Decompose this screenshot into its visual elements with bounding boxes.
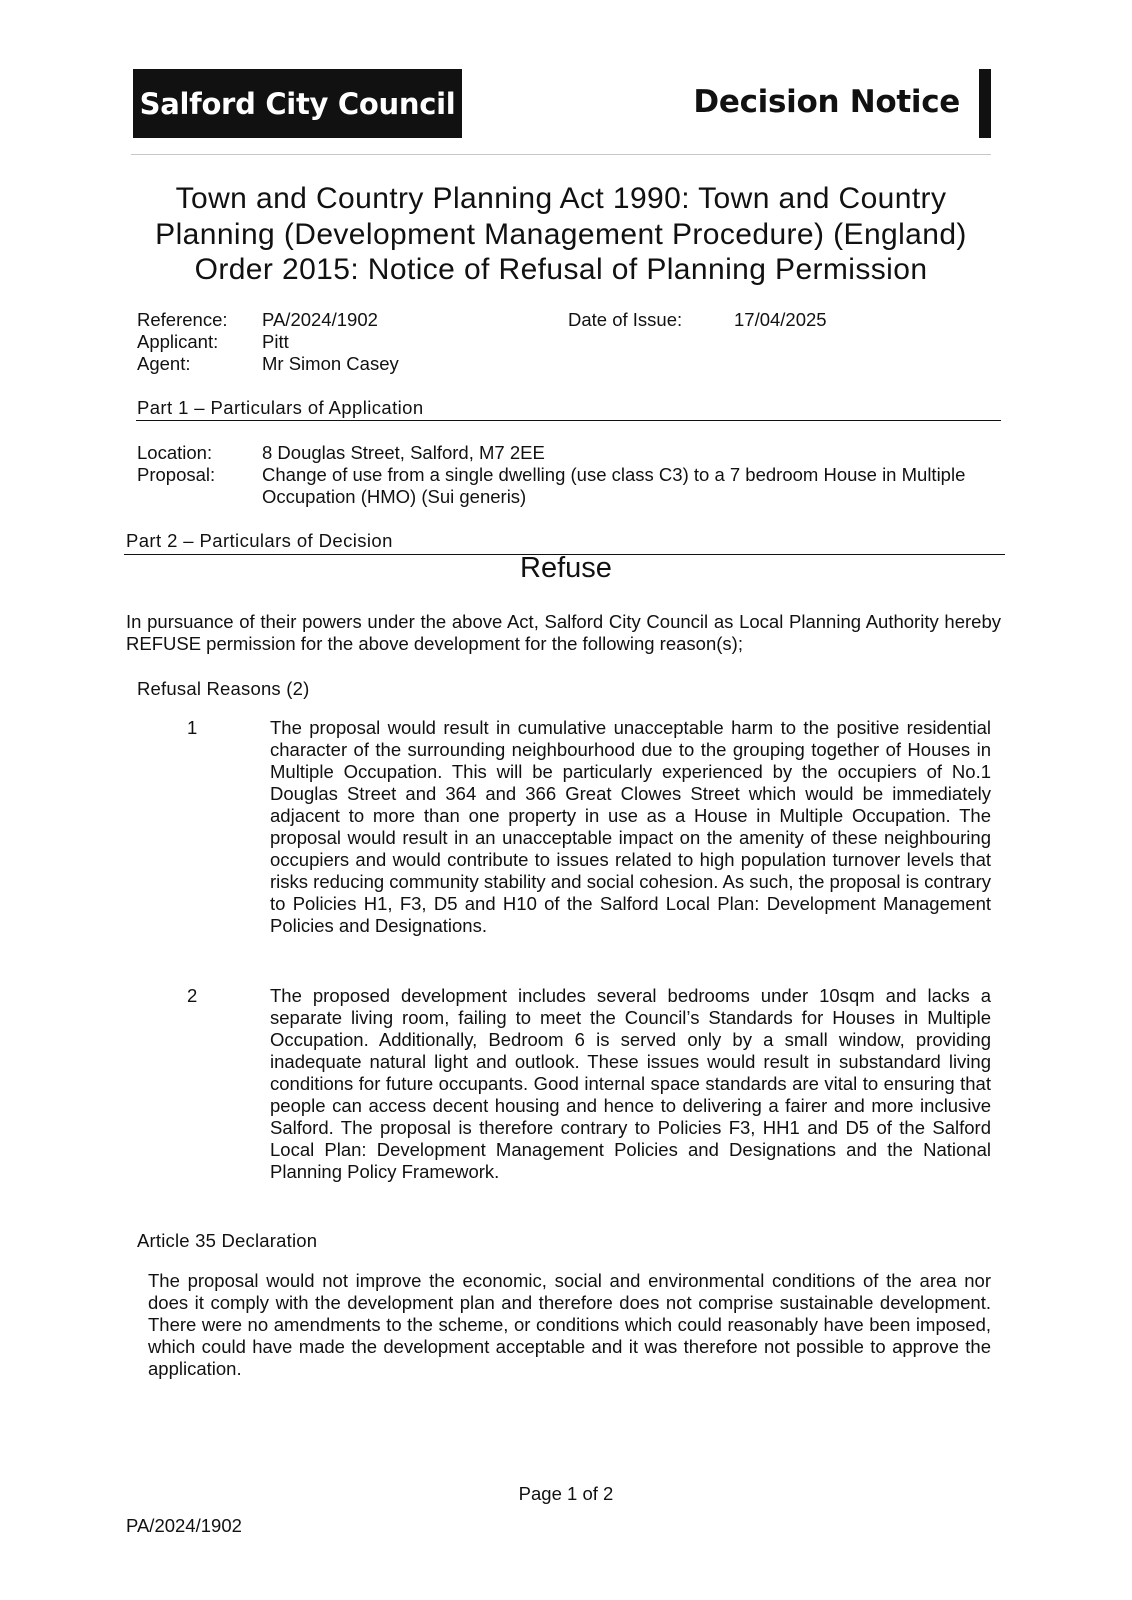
reason-text: The proposed development includes several bedrooms under 10sqm and lacks a separate living room, failing to meet the Council’s Standards for Houses in Multiple Occupation. Additionally, Bedroom 6 is served only by a small window, providing inadequate natural light and outlook. These issues would result in substandard living conditions for future occupants. Good internal space standards are vital to ensuring that people can access decent housing and hence to delivering a fairer and more inclusive Salford. The proposal is therefore contrary to Policies F3, HH1 and D5 of the Salford Local Plan: Development Management Policies and Designations and the National Planning Policy Framework. [270, 985, 991, 1182]
reason-number: 2 [187, 985, 198, 1006]
proposal-value: Change of use from a single dwelling (use class C3) to a 7 bedroom House in Multiple Occupation (HMO) (Sui generis) [262, 464, 966, 507]
date-of-issue-value: 17/04/2025 [734, 309, 827, 330]
applicant-label: Applicant: [137, 331, 219, 352]
agent-value: Mr Simon Casey [262, 353, 399, 374]
location-value: 8 Douglas Street, Salford, M7 2EE [262, 442, 545, 463]
page-number: Page 1 of 2 [518, 1483, 614, 1504]
decision-refuse: Refuse [520, 552, 612, 584]
decision-intro: In pursuance of their powers under the above Act, Salford City Council as Local Planning Authority hereby REFUSE permission for the above development for the following reason(s); [126, 611, 1001, 654]
part2-heading: Part 2 – Particulars of Decision [126, 530, 393, 551]
council-logo: Salford City Council [133, 69, 462, 138]
title-line: Order 2015: Notice of Refusal of Planning Permission [194, 253, 928, 286]
document-title [131, 181, 991, 288]
refusal-reasons-heading: Refusal Reasons (2) [137, 678, 310, 699]
part1-rule [136, 420, 1001, 421]
reference-value: PA/2024/1902 [262, 309, 378, 330]
title-line: Town and Country Planning Act 1990: Town and Country [175, 182, 947, 215]
title-accent-bar [979, 69, 991, 138]
title-line: Planning (Development Management Procedure) (England) [155, 217, 967, 251]
proposal-label: Proposal: [137, 464, 216, 485]
header-divider [131, 154, 991, 155]
article35-text: The proposal would not improve the economic, social and environmental conditions of the area nor does it comply with the development plan and therefore does not comprise sustainable development. There were no amendments to the scheme, or conditions which could reasonably have been imposed, which could have made the development acceptable and it was therefore not possible to approve the application. [148, 1270, 991, 1379]
applicant-value: Pitt [262, 331, 289, 352]
footer-reference: PA/2024/1902 [126, 1515, 242, 1536]
date-of-issue-label: Date of Issue: [568, 309, 683, 330]
notice-title: Decision Notice [693, 84, 960, 120]
reason-text: The proposal would result in cumulative unacceptable harm to the positive residential character of the surrounding neighbourhood due to the grouping together of Houses in Multiple Occupation. This will be particularly experienced by the occupiers of No.1 Douglas Street and 364 and 366 Great Clowes Street which would be immediately adjacent to more than one property in use as a House in Multiple Occupation. The proposal would result in an unacceptable impact on the amenity of these neighbouring occupiers and would contribute to issues related to high population turnover levels that risks reducing community stability and social cohesion. As such, the proposal is contrary to Policies H1, F3, D5 and H10 of the Salford Local Plan: Development Management Policies and Designations. [270, 717, 991, 936]
reference-label: Reference: [137, 309, 228, 330]
part1-heading: Part 1 – Particulars of Application [137, 397, 424, 418]
reason-number: 1 [187, 717, 198, 738]
agent-label: Agent: [137, 353, 191, 374]
article35-heading: Article 35 Declaration [137, 1230, 318, 1251]
location-label: Location: [137, 442, 213, 463]
